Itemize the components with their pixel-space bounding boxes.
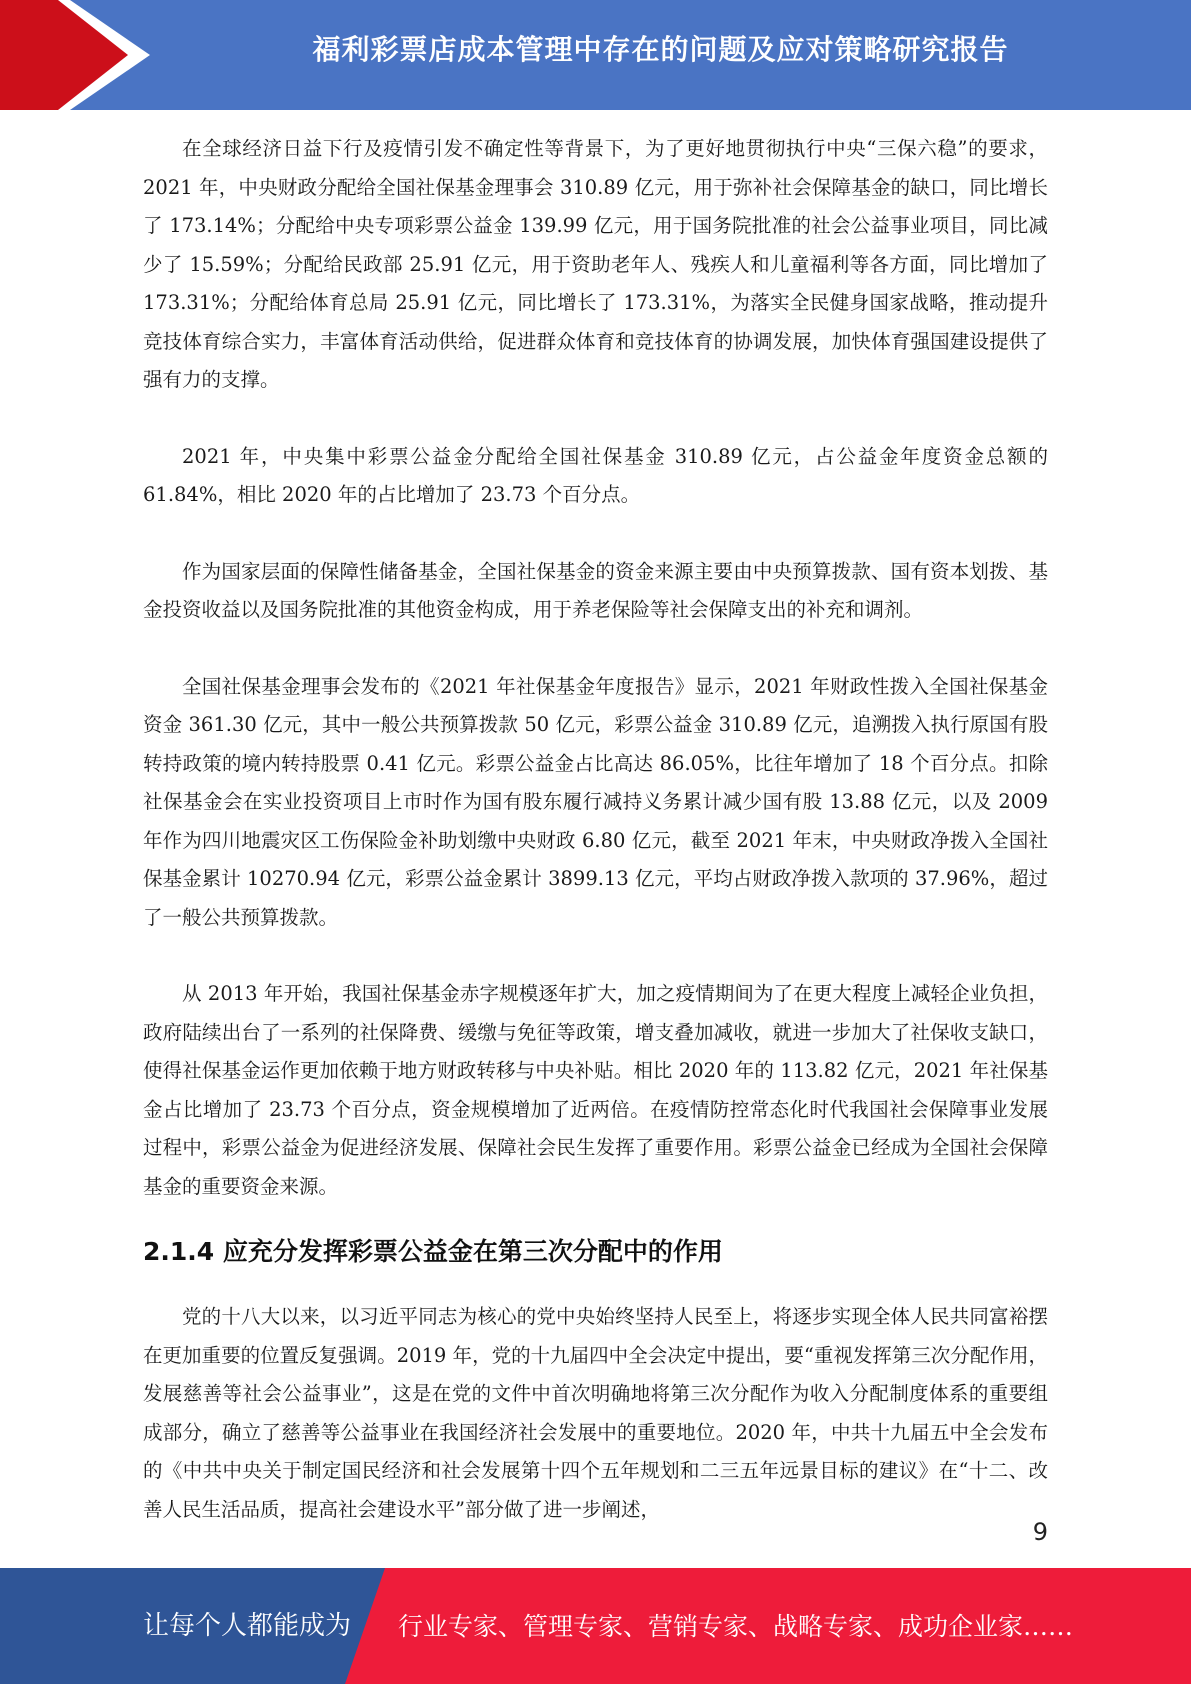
footer-slogan-left: 让每个人都能成为 [143, 1611, 352, 1641]
page-number: 9 [1032, 1518, 1048, 1546]
paragraph-4: 全国社保基金理事会发布的《2021 年社保基金年度报告》显示，2021 年财政性拨入全国社保基金资金 361.30 亿元，其中一般公共预算拨款 50 亿元，彩票公益金 310.89 亿元，追溯拨入执行原国有股转持政策的境内转持股票 0.41 亿元。彩票公益金占比高达 86.05%，比往年增加了 18 个百分点。扣除社保基金会在实业投资项目上市时作为国有股东履行减持义务累计减少国有股 13.88 亿元，以及 2009 年作为四川地震灾区工伤保险金补助划缴中央财政 6.80 亿元，截至 2021 年末，中央财政净拨入全国社保基金累计 10270.94 亿元，彩票公益金累计 3899.13 亿元，平均占财政净拨入款项的 37.96%，超过了一般公共预算拨款。 [143, 674, 1048, 929]
document-title: 福利彩票店成本管理中存在的问题及应对策略研究报告 [312, 33, 1009, 66]
paragraph-3: 作为国家层面的保障性储备基金，全国社保基金的资金来源主要由中央预算拨款、国有资本划拨、基金投资收益以及国务院批准的其他资金构成，用于养老保险等社会保障支出的补充和调剂。 [143, 559, 1048, 621]
section-paragraph: 党的十八大以来，以习近平同志为核心的党中央始终坚持人民至上，将逐步实现全体人民共同富裕摆在更加重要的位置反复强调。2019 年，党的十九届四中全会决定中提出，要“重视发挥第三次分配作用，发展慈善等社会公益事业”，这是在党的文件中首次明确地将第三次分配作为收入分配制度体系的重要组成部分，确立了慈善等公益事业在我国经济社会发展中的重要地位。2020 年，中共十九届五中全会发布的《中共中央关于制定国民经济和社会发展第十四个五年规划和二三五年远景目标的建议》在“十二、改善人民生活品质，提高社会建设水平”部分做了进一步阐述， [143, 1305, 1048, 1521]
footer-slogan-right: 行业专家、管理专家、营销专家、战略专家、成功企业家…… [398, 1612, 1074, 1641]
paragraph-5: 从 2013 年开始，我国社保基金赤字规模逐年扩大，加之疫情期间为了在更大程度上减轻企业负担，政府陆续出台了一系列的社保降费、缓缴与免征等政策，增支叠加减收，就进一步加大了社保收支缺口，使得社保基金运作更加依赖于地方财政转移与中央补贴。相比 2020 年的 113.82 亿元，2021 年社保基金占比增加了 23.73 个百分点，资金规模增加了近两倍。在疫情防控常态化时代我国社会保障事业发展过程中，彩票公益金为促进经济发展、保障社会民生发挥了重要作用。彩票公益金已经成为全国社会保障基金的重要资金来源。 [143, 982, 1048, 1198]
paragraph-1: 在全球经济日益下行及疫情引发不确定性等背景下，为了更好地贯彻执行中央“三保六稳”的要求，2021 年，中央财政分配给全国社保基金理事会 310.89 亿元，用于弥补社会保障基金的缺口，同比增长了 173.14%；分配给中央专项彩票公益金 139.99 亿元，用于国务院批准的社会公益事业项目，同比减少了 15.59%；分配给民政部 25.91 亿元，用于资助老年人、残疾人和儿童福利等各方面，同比增加了 173.31%；分配给体育总局 25.91 亿元，同比增长了 173.31%，为落实全民健身国家战略，推动提升竞技体育综合实力，丰富体育活动供给，促进群众体育和竞技体育的协调发展，加快体育强国建设提供了强有力的支撑。 [143, 137, 1048, 391]
section-heading: 2.1.4 应充分发挥彩票公益金在第三次分配中的作用 [143, 1237, 723, 1266]
paragraph-2: 2021 年，中央集中彩票公益金分配给全国社保基金 310.89 亿元，占公益金年度资金总额的 61.84%，相比 2020 年的占比增加了 23.73 个百分点。 [143, 444, 1048, 506]
page-header [0, 0, 1191, 110]
page-footer [0, 1568, 1191, 1684]
main-content [143, 130, 1048, 1529]
